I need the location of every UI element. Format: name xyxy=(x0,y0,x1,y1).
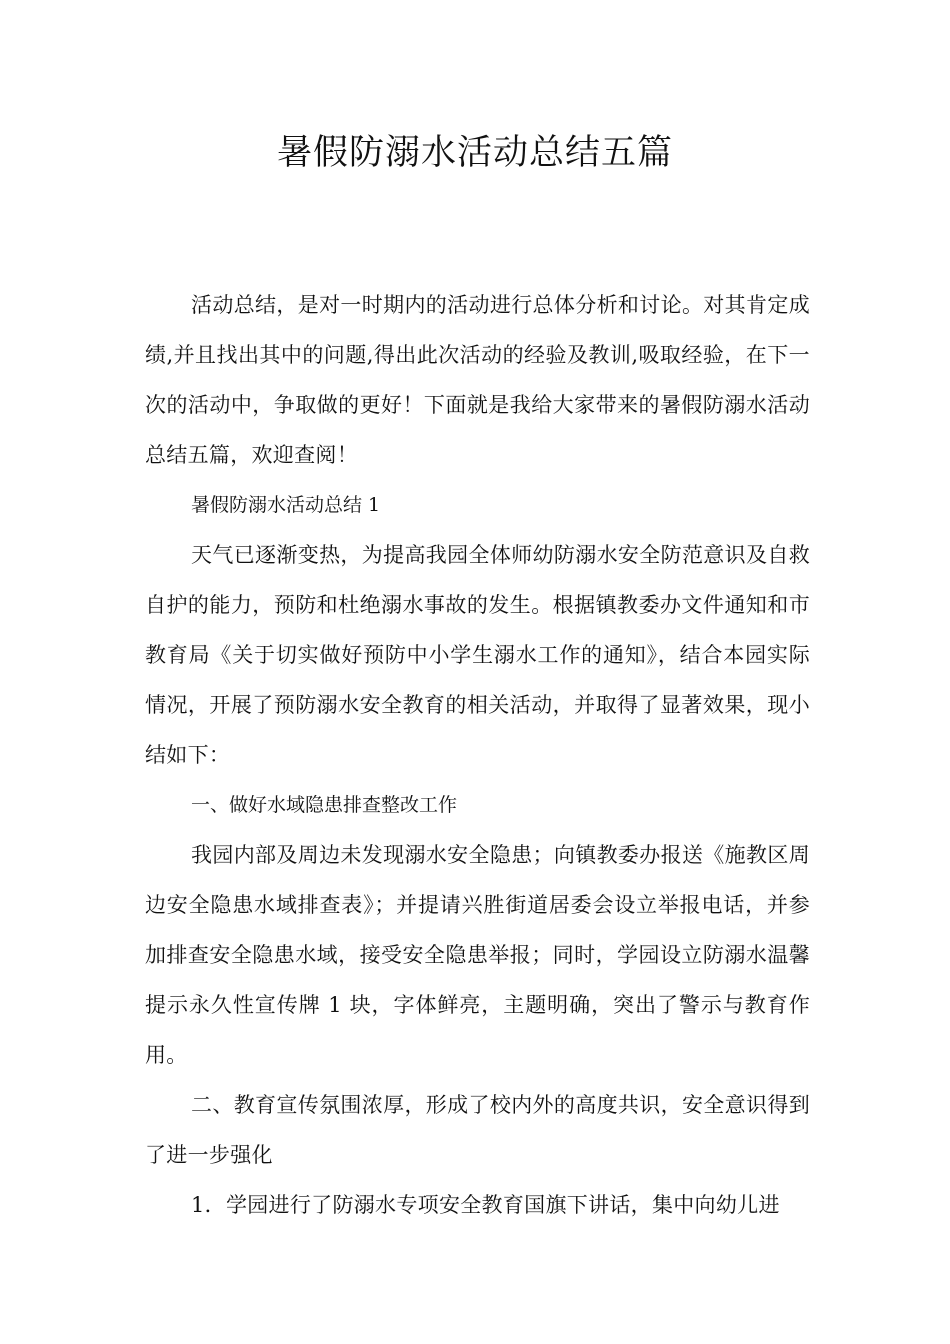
body-paragraph: 天气已逐渐变热，为提高我园全体师幼防溺水安全防范意识及自救自护的能力，预防和杜绝溺水事故的发生。根据镇教委办文件通知和市教育局《关于切实做好预防中小学生溺水工作的通知》，结合本园实际情况，开展了预防溺水安全教育的相关活动，并取得了显著效果，现小结如下： xyxy=(145,543,810,767)
document-body xyxy=(145,280,810,1230)
body-paragraph: 1．学园进行了防溺水专项安全教育国旗下讲话，集中向幼儿进 xyxy=(191,1193,780,1217)
document-title: 暑假防溺水活动总结五篇 xyxy=(276,133,673,173)
intro-paragraph: 活动总结，是对一时期内的活动进行总体分析和讨论。对其肯定成绩,并且找出其中的问题,得出此次活动的经验及教训,吸取经验，在下一次的活动中，争取做的更好！下面就是我给大家带来的暑假防溺水活动总结五篇，欢迎查阅！ xyxy=(145,293,810,467)
subsection-heading-1: 一、做好水域隐患排查整改工作 xyxy=(191,794,458,816)
subsection-heading-2: 二、教育宣传氛围浓厚，形成了校内外的高度共识，安全意识得到了进一步强化 xyxy=(145,1093,810,1167)
section-heading-1: 暑假防溺水活动总结 1 xyxy=(191,494,381,516)
body-paragraph: 我园内部及周边未发现溺水安全隐患；向镇教委办报送《施教区周边安全隐患水域排查表》；并提请兴胜街道居委会设立举报电话，并参加排查安全隐患水域，接受安全隐患举报；同时，学园设立防溺水温馨提示永久性宣传牌 1 块，字体鲜亮，主题明确，突出了警示与教育作用。 xyxy=(145,843,810,1067)
